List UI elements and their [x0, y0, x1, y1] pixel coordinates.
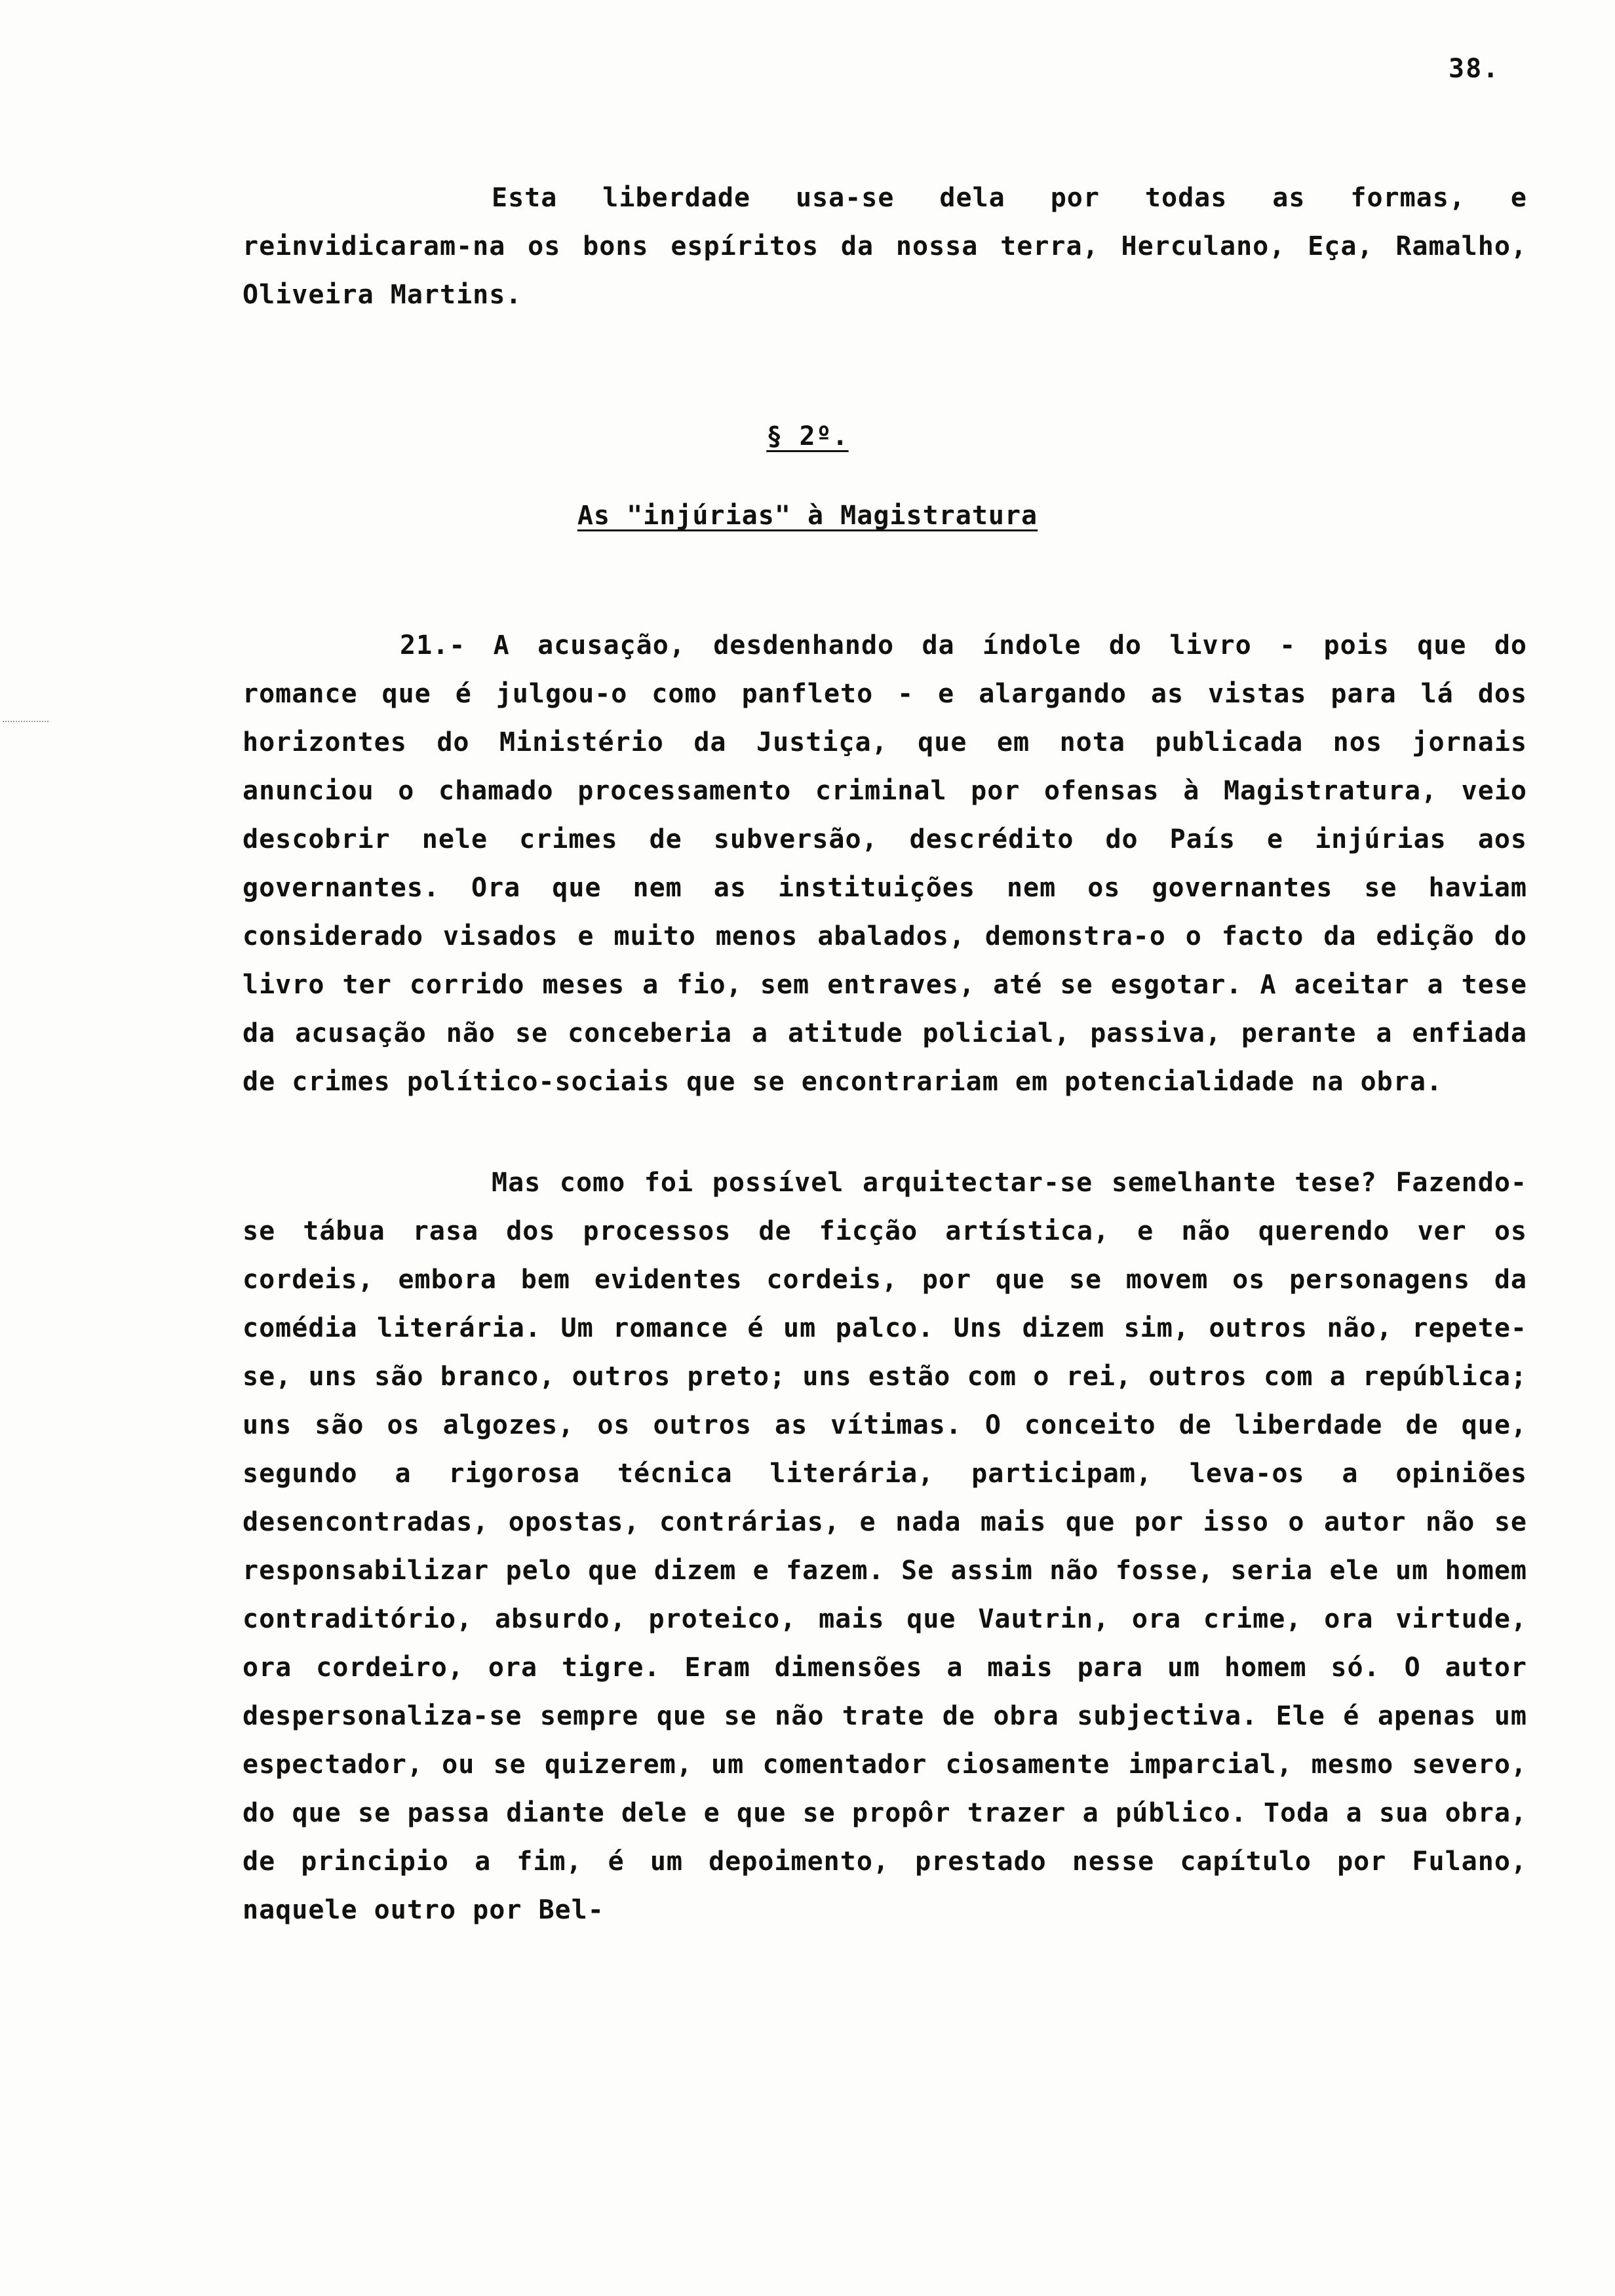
paragraph-continuation	[243, 1158, 1527, 1934]
page-number: 38.	[1449, 54, 1500, 84]
scan-margin-mark	[3, 721, 49, 723]
paragraph-intro-text: Esta liberdade usa-se dela por todas as formas, e reinvidicaram-na os bons espíritos da nossa terra, Herculano, Eça, Ramalho, Oliveira Martins.	[243, 183, 1527, 310]
paragraph-21	[243, 621, 1527, 1106]
paragraph-continuation-text: Mas como foi possível arquitectar-se semelhante tese? Fazendo-se tábua rasa dos processos de ficção artística, e não querendo ver os cordeis, embora bem evidentes cordeis, por que se movem os personagens da comédia literária. Um romance é um palco. Uns dizem sim, outros não, repete-se, uns são branco, outros preto; uns estão com o rei, outros com a república; uns são os algozes, os outros as vítimas. O conceito de liberdade de que, segundo a rigorosa técnica literária, participam, leva-os a opiniões desencontradas, opostas, contrárias, e nada mais que por isso o autor não se responsabilizar pelo que dizem e fazem. Se assim não fosse, seria ele um homem contraditório, absurdo, proteico, mais que Vautrin, ora crime, ora virtude, ora cordeiro, ora tigre. Eram dimensões a mais para um homem só. O autor despersonaliza-se sempre que se não trate de obra subjectiva. Ele é apenas um espectador, ou se quizerem, um comentador ciosamente imparcial, mesmo severo, do que se passa diante dele e que se propôr trazer a público. Toda a sua obra, de principio a fim, é um depoimento, prestado nesse capítulo por Fulano, naquele outro por Bel-	[243, 1168, 1527, 1925]
section-title: As "injúrias" à Magistratura	[577, 501, 1038, 531]
paragraph-21-text: 21.- A acusação, desdenhando da índole do livro - pois que do romance que é julgou-o como panfleto - e alargando as vistas para lá dos horizontes do Ministério da Justiça, que em nota publicada nos jornais anunciou o chamado processamento criminal por ofensas à Magistratura, veio descobrir nele crimes de subversão, descrédito do País e injúrias aos governantes. Ora que nem as instituições nem os governantes se haviam considerado visados e muito menos abalados, demonstra-o o facto da edição do livro ter corrido meses a fio, sem entraves, até se esgotar. A aceitar a tese da acusação não se conceberia a atitude policial, passiva, perante a enfiada de crimes político-sociais que se encontrariam em potencialidade na obra.	[243, 630, 1527, 1097]
section-number: § 2º.	[766, 421, 849, 451]
paragraph-intro	[243, 174, 1527, 319]
